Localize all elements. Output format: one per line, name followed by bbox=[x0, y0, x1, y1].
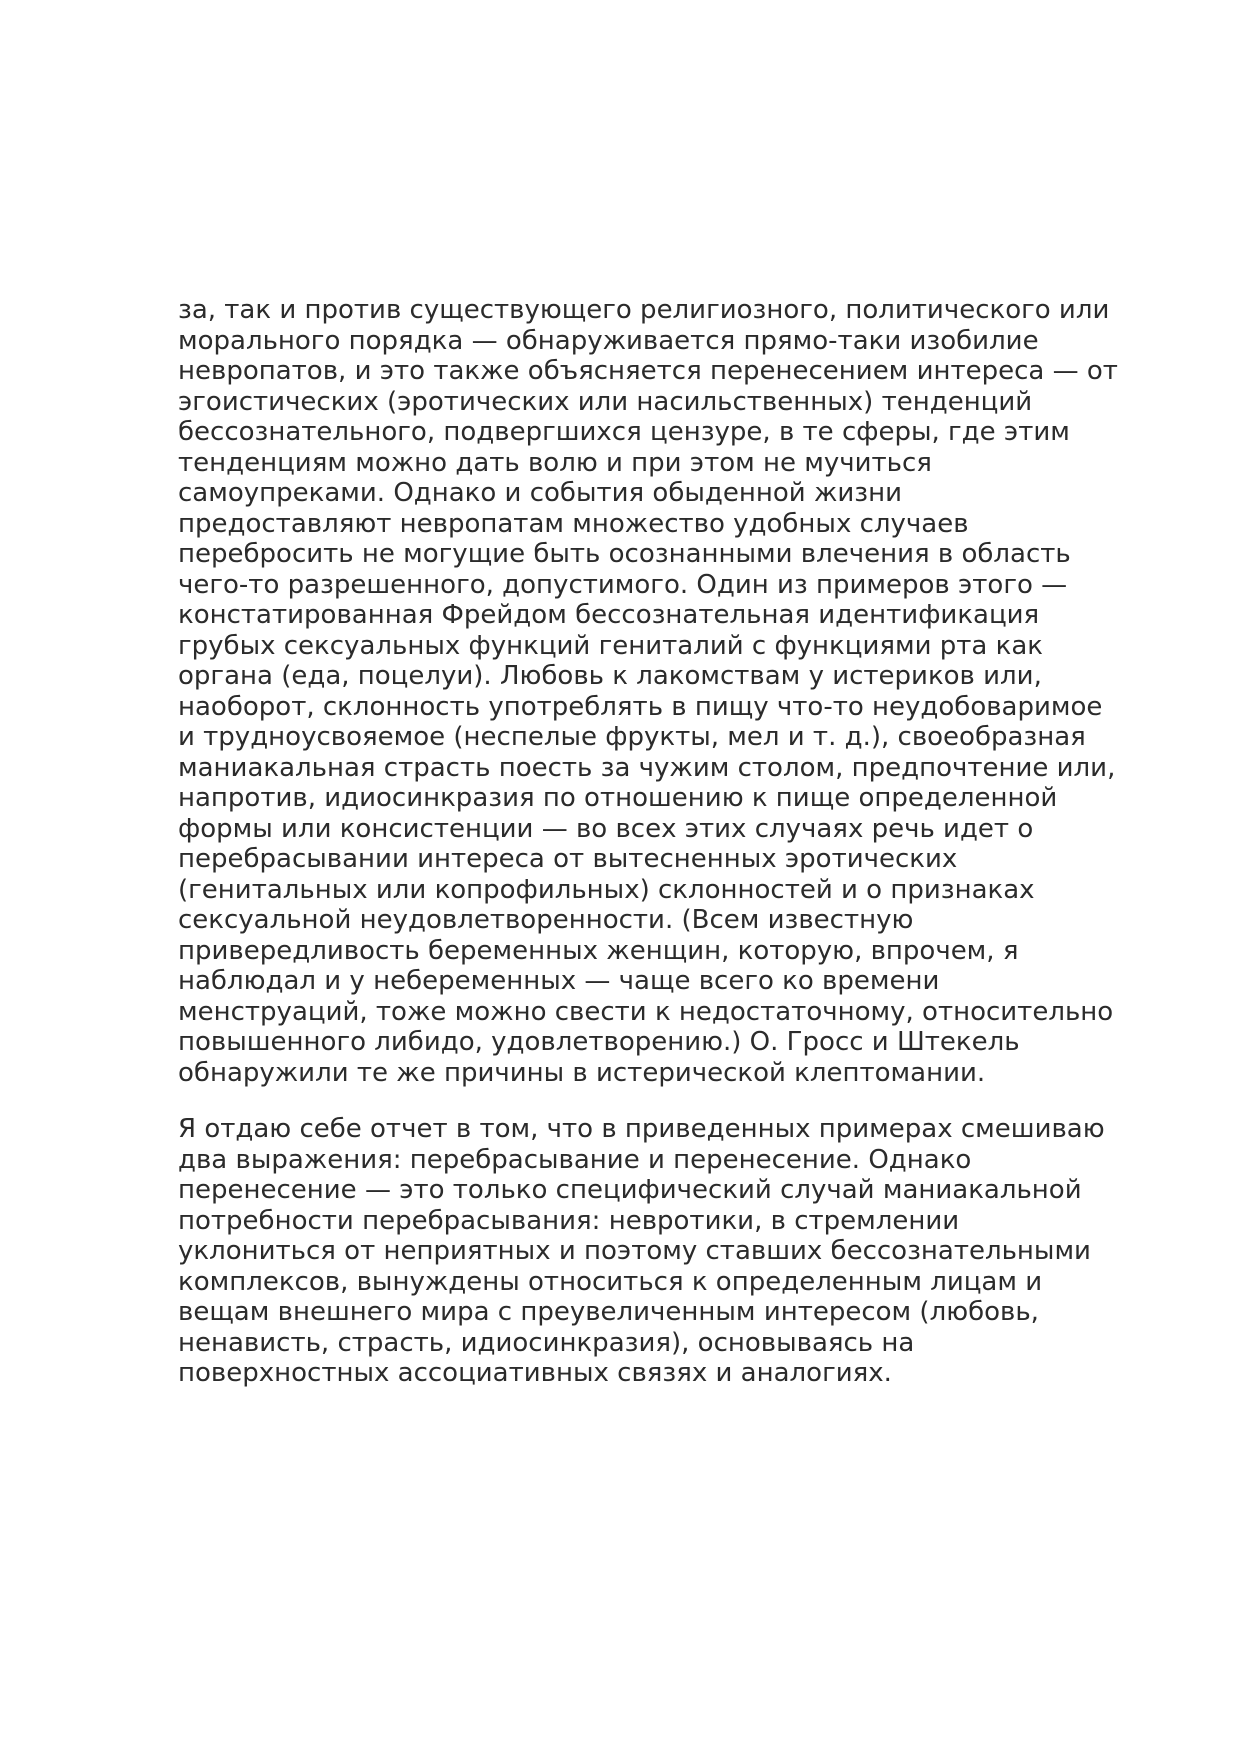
text-line: повышенного либидо, удовлетворению.) О. Гросс и Штекель bbox=[178, 1027, 1020, 1057]
paragraph-2 bbox=[178, 1114, 1105, 1389]
text-line: грубых сексуальных функций гениталий с функциями рта как bbox=[178, 630, 1043, 661]
text-line: обнаружили те же причины в истерической клептомании. bbox=[178, 1057, 986, 1088]
text-line: Я отдаю себе отчет в том, что в приведенных примерах смешиваю bbox=[178, 1114, 1105, 1144]
text-line: невропатов, и это также объясняется перенесением интереса — от bbox=[178, 356, 1118, 386]
text-line: предоставляют невропатам множество удобных случаев bbox=[178, 508, 969, 539]
text-line: привередливость беременных женщин, которую, впрочем, я bbox=[178, 935, 1019, 966]
text-line: чего-то разрешенного, допустимого. Один из примеров этого — bbox=[178, 569, 1068, 600]
text-line: два выражения: перебрасывание и перенесение. Однако bbox=[178, 1144, 972, 1175]
text-line: напротив, идиосинкразия по отношению к пище определенной bbox=[178, 783, 1058, 813]
text-line: формы или консистенции — во всех этих случаях речь идет о bbox=[178, 813, 1034, 844]
text-line: поверхностных ассоциативных связях и аналогиях. bbox=[178, 1358, 892, 1388]
text-line: вещам внешнего мира с преувеличенным интересом (любовь, bbox=[178, 1297, 1039, 1327]
text-line: наблюдал и у небеременных — чаще всего ко времени bbox=[178, 966, 940, 996]
text-line: констатированная Фрейдом бессознательная идентификация bbox=[178, 600, 1040, 630]
text-line: ненависть, страсть, идиосинкразия), основываясь на bbox=[178, 1327, 915, 1358]
text-line: (генитальных или копрофильных) склонностей и о признаках bbox=[178, 874, 1035, 905]
text-line: за, так и против существующего религиозного, политического или bbox=[178, 295, 1110, 325]
text-line: и трудноусвояемое (неспелые фрукты, мел и т. д.), своеобразная bbox=[178, 722, 1086, 752]
text-line: тенденциям можно дать волю и при этом не мучиться bbox=[178, 447, 932, 478]
text-line: органа (еда, поцелуи). Любовь к лакомствам у истериков или, bbox=[178, 661, 1042, 691]
text-line: самоупреками. Однако и события обыденной жизни bbox=[178, 478, 902, 508]
text-line: эгоистических (эротических или насильственных) тенденций bbox=[178, 386, 1033, 417]
text-line: бессознательного, подвергшихся цензуре, в те сферы, где этим bbox=[178, 417, 1070, 447]
text-line: маниакальная страсть поесть за чужим столом, предпочтение или, bbox=[178, 752, 1116, 783]
text-line: морального порядка — обнаруживается прямо-таки изобилие bbox=[178, 325, 1039, 356]
text-line: наоборот, склонность употреблять в пищу что-то неудобоваримое bbox=[178, 691, 1103, 722]
text-line: перебрасывании интереса от вытесненных эротических bbox=[178, 844, 958, 874]
text-line: перебросить не могущие быть осознанными влечения в область bbox=[178, 539, 1071, 569]
text-line: комплексов, вынуждены относиться к определенным лицам и bbox=[178, 1266, 1043, 1297]
paragraph-1 bbox=[178, 295, 1118, 1088]
text-line: уклониться от неприятных и поэтому ставших бессознательными bbox=[178, 1236, 1091, 1266]
text-line: менструаций, тоже можно свести к недостаточному, относительно bbox=[178, 996, 1114, 1027]
text-line: потребности перебрасывания: невротики, в стремлении bbox=[178, 1205, 960, 1236]
text-line: перенесение — это только специфический случай маниакальной bbox=[178, 1175, 1082, 1205]
text-line: сексуальной неудовлетворенности. (Всем известную bbox=[178, 905, 914, 935]
